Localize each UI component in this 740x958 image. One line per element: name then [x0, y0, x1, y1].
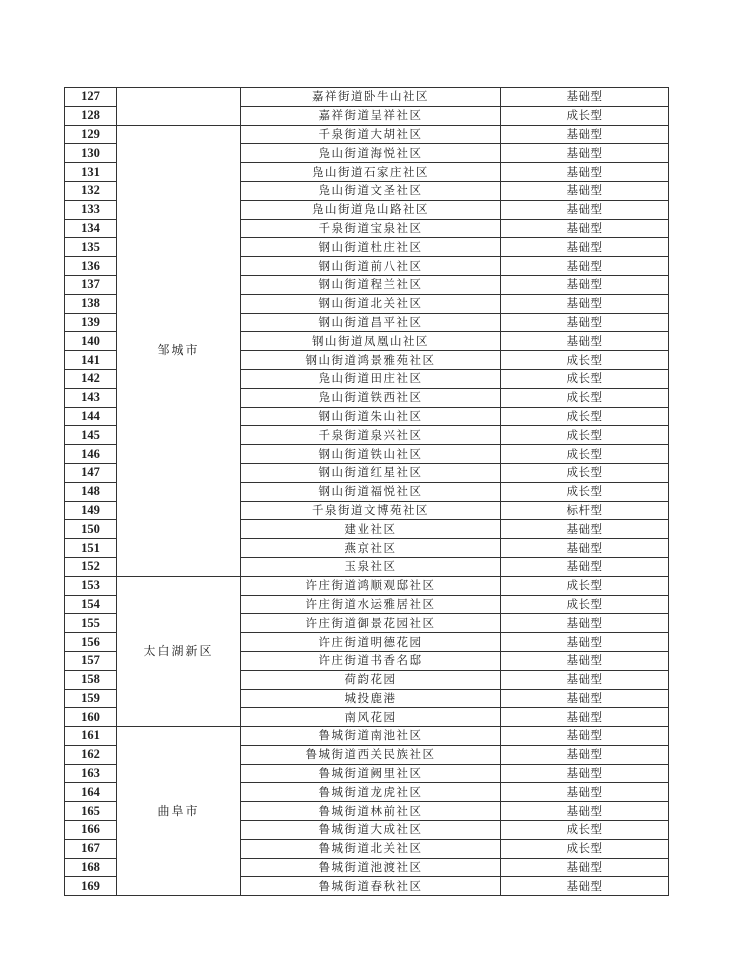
row-number: 150: [65, 520, 117, 539]
community-name: 南风花园: [241, 708, 501, 727]
table-row: [65, 125, 669, 144]
community-name: 凫山街道海悦社区: [241, 144, 501, 163]
community-type: 基础型: [501, 557, 669, 576]
community-name: 千泉街道泉兴社区: [241, 426, 501, 445]
community-type: 成长型: [501, 388, 669, 407]
community-type: 基础型: [501, 163, 669, 182]
row-number: 154: [65, 595, 117, 614]
community-type: 基础型: [501, 294, 669, 313]
community-name: 嘉祥街道卧牛山社区: [241, 88, 501, 107]
table-row: [65, 576, 669, 595]
community-name: 许庄街道书香名邸: [241, 651, 501, 670]
community-type: 基础型: [501, 539, 669, 558]
row-number: 152: [65, 557, 117, 576]
row-number: 141: [65, 351, 117, 370]
area-cell: 邹城市: [117, 125, 241, 576]
row-number: 135: [65, 238, 117, 257]
row-number: 139: [65, 313, 117, 332]
row-number: 157: [65, 651, 117, 670]
community-name: 鲁城街道大成社区: [241, 821, 501, 840]
community-type: 基础型: [501, 651, 669, 670]
community-type: 成长型: [501, 407, 669, 426]
community-type: 基础型: [501, 144, 669, 163]
row-number: 155: [65, 614, 117, 633]
row-number: 146: [65, 445, 117, 464]
community-name: 钢山街道铁山社区: [241, 445, 501, 464]
community-type: 成长型: [501, 106, 669, 125]
community-name: 城投鹿港: [241, 689, 501, 708]
community-type: 基础型: [501, 670, 669, 689]
row-number: 145: [65, 426, 117, 445]
community-name: 凫山街道田庄社区: [241, 369, 501, 388]
community-type: 基础型: [501, 219, 669, 238]
community-name: 许庄街道御景花园社区: [241, 614, 501, 633]
community-type: 基础型: [501, 858, 669, 877]
community-type: 基础型: [501, 181, 669, 200]
community-type: 基础型: [501, 708, 669, 727]
community-type: 基础型: [501, 88, 669, 107]
community-type: 基础型: [501, 802, 669, 821]
community-name: 凫山街道石家庄社区: [241, 163, 501, 182]
row-number: 169: [65, 877, 117, 896]
community-type: 基础型: [501, 332, 669, 351]
row-number: 129: [65, 125, 117, 144]
community-name: 许庄街道水运雅居社区: [241, 595, 501, 614]
area-cell: [117, 88, 241, 126]
community-name: 钢山街道红星社区: [241, 463, 501, 482]
community-name: 鲁城街道阙里社区: [241, 764, 501, 783]
community-type: 基础型: [501, 313, 669, 332]
row-number: 164: [65, 783, 117, 802]
row-number: 168: [65, 858, 117, 877]
row-number: 147: [65, 463, 117, 482]
area-cell: 曲阜市: [117, 727, 241, 896]
community-type: 成长型: [501, 576, 669, 595]
row-number: 161: [65, 727, 117, 746]
community-type: 成长型: [501, 463, 669, 482]
community-name: 鲁城街道北关社区: [241, 839, 501, 858]
row-number: 158: [65, 670, 117, 689]
community-type: 基础型: [501, 257, 669, 276]
community-name: 许庄街道明德花园: [241, 633, 501, 652]
row-number: 151: [65, 539, 117, 558]
community-type: 成长型: [501, 482, 669, 501]
community-table: [64, 87, 669, 896]
row-number: 167: [65, 839, 117, 858]
community-name: 鲁城街道林前社区: [241, 802, 501, 821]
area-cell: 太白湖新区: [117, 576, 241, 726]
community-name: 建业社区: [241, 520, 501, 539]
row-number: 162: [65, 745, 117, 764]
community-type: 基础型: [501, 764, 669, 783]
row-number: 160: [65, 708, 117, 727]
row-number: 127: [65, 88, 117, 107]
community-type: 成长型: [501, 595, 669, 614]
row-number: 133: [65, 200, 117, 219]
row-number: 156: [65, 633, 117, 652]
community-name: 钢山街道鸿景雅苑社区: [241, 351, 501, 370]
community-type: 基础型: [501, 745, 669, 764]
row-number: 130: [65, 144, 117, 163]
community-name: 燕京社区: [241, 539, 501, 558]
row-number: 136: [65, 257, 117, 276]
community-name: 凫山街道凫山路社区: [241, 200, 501, 219]
row-number: 165: [65, 802, 117, 821]
row-number: 140: [65, 332, 117, 351]
row-number: 149: [65, 501, 117, 520]
table-row: [65, 727, 669, 746]
community-name: 钢山街道凤凰山社区: [241, 332, 501, 351]
row-number: 143: [65, 388, 117, 407]
community-type: 基础型: [501, 689, 669, 708]
community-name: 凫山街道文圣社区: [241, 181, 501, 200]
row-number: 142: [65, 369, 117, 388]
row-number: 148: [65, 482, 117, 501]
community-type: 标杆型: [501, 501, 669, 520]
community-name: 钢山街道昌平社区: [241, 313, 501, 332]
community-table-body: [65, 88, 669, 896]
community-name: 鲁城街道龙虎社区: [241, 783, 501, 802]
community-name: 钢山街道北关社区: [241, 294, 501, 313]
row-number: 128: [65, 106, 117, 125]
community-name: 钢山街道福悦社区: [241, 482, 501, 501]
community-type: 基础型: [501, 125, 669, 144]
community-type: 基础型: [501, 275, 669, 294]
row-number: 166: [65, 821, 117, 840]
community-name: 千泉街道宝泉社区: [241, 219, 501, 238]
row-number: 137: [65, 275, 117, 294]
community-type: 成长型: [501, 351, 669, 370]
community-type: 基础型: [501, 727, 669, 746]
community-type: 基础型: [501, 877, 669, 896]
community-type: 成长型: [501, 445, 669, 464]
row-number: 159: [65, 689, 117, 708]
community-name: 鲁城街道西关民族社区: [241, 745, 501, 764]
community-name: 许庄街道鸿顺观邸社区: [241, 576, 501, 595]
community-type: 基础型: [501, 520, 669, 539]
community-type: 成长型: [501, 839, 669, 858]
community-name: 荷韵花园: [241, 670, 501, 689]
row-number: 131: [65, 163, 117, 182]
community-name: 钢山街道前八社区: [241, 257, 501, 276]
community-name: 鲁城街道南池社区: [241, 727, 501, 746]
community-name: 鲁城街道春秋社区: [241, 877, 501, 896]
community-type: 基础型: [501, 783, 669, 802]
community-name: 玉泉社区: [241, 557, 501, 576]
community-type: 成长型: [501, 821, 669, 840]
community-name: 钢山街道朱山社区: [241, 407, 501, 426]
row-number: 138: [65, 294, 117, 313]
community-type: 基础型: [501, 200, 669, 219]
community-type: 基础型: [501, 238, 669, 257]
row-number: 132: [65, 181, 117, 200]
community-name: 钢山街道程兰社区: [241, 275, 501, 294]
row-number: 153: [65, 576, 117, 595]
community-name: 嘉祥街道呈祥社区: [241, 106, 501, 125]
community-name: 凫山街道铁西社区: [241, 388, 501, 407]
community-type: 成长型: [501, 426, 669, 445]
community-name: 鲁城街道池渡社区: [241, 858, 501, 877]
row-number: 163: [65, 764, 117, 783]
table-row: [65, 88, 669, 107]
row-number: 134: [65, 219, 117, 238]
community-name: 千泉街道大胡社区: [241, 125, 501, 144]
community-type: 成长型: [501, 369, 669, 388]
row-number: 144: [65, 407, 117, 426]
community-name: 千泉街道文博苑社区: [241, 501, 501, 520]
community-type: 基础型: [501, 633, 669, 652]
community-type: 基础型: [501, 614, 669, 633]
community-name: 钢山街道杜庄社区: [241, 238, 501, 257]
